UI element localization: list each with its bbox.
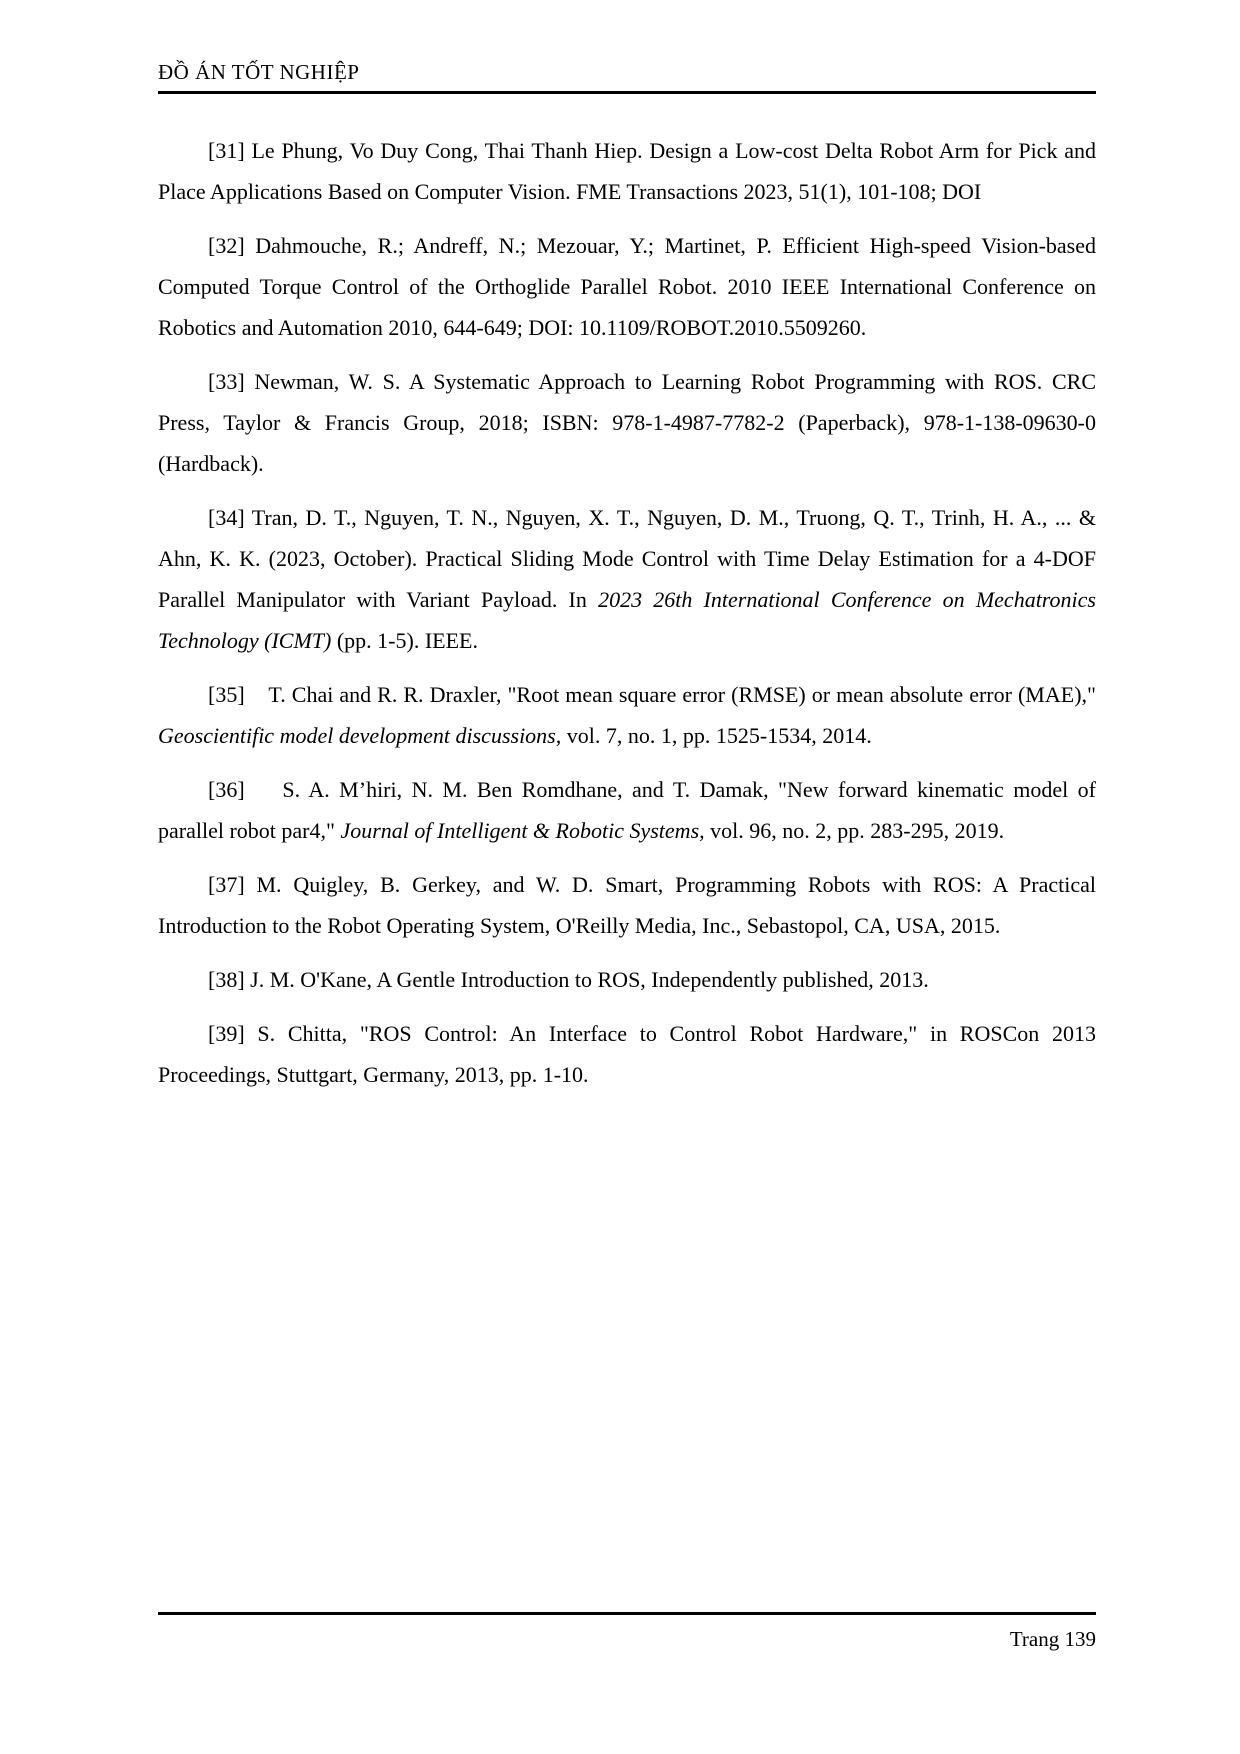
reference-item: [158, 1013, 1096, 1095]
reference-text: [39] S. Chitta, "ROS Control: An Interface to Control Robot Hardware," in ROSCon 2013 Proceedings, Stuttgart, Germany, 2013, pp. 1-10.: [158, 1021, 1096, 1087]
reference-text: [32] Dahmouche, R.; Andreff, N.; Mezouar, Y.; Martinet, P. Efficient High-speed Vision-based Computed Torque Control of the Orthoglide Parallel Robot. 2010 IEEE International Conference on Robotics and Automation 2010, 644-649; DOI: 10.1109/ROBOT.2010.5509260.: [158, 233, 1096, 340]
reference-text: (pp. 1-5). IEEE.: [331, 628, 478, 653]
reference-text-italic: 2023 26th International Conference on Mechatronics Technology (ICMT): [158, 587, 1096, 653]
reference-item: [158, 130, 1096, 212]
reference-text: [34] Tran, D. T., Nguyen, T. N., Nguyen, X. T., Nguyen, D. M., Truong, Q. T., Trinh, H. A., ... & Ahn, K. K. (2023, October). Practical Sliding Mode Control with Time Delay Estimation for a 4-DOF Parallel Manipulator with Variant Payload. In: [158, 505, 1096, 612]
reference-item: [158, 674, 1096, 756]
reference-text: [35] T. Chai and R. R. Draxler, "Root mean square error (RMSE) or mean absolute error (MAE),": [208, 682, 1096, 707]
references-list: [158, 130, 1096, 1108]
reference-item: [158, 225, 1096, 348]
header-title: ĐỒ ÁN TỐT NGHIỆP: [158, 60, 360, 84]
reference-text: vol. 7, no. 1, pp. 1525-1534, 2014.: [561, 723, 872, 748]
page-footer: [158, 1612, 1096, 1652]
reference-item: [158, 959, 1096, 1000]
reference-text-italic: Geoscientific model development discussions,: [158, 723, 562, 748]
reference-item: [158, 769, 1096, 851]
reference-text: [37] M. Quigley, B. Gerkey, and W. D. Smart, Programming Robots with ROS: A Practical Introduction to the Robot Operating System, O'Reilly Media, Inc., Sebastopol, CA, USA, 2015.: [158, 872, 1096, 938]
reference-text: [31] Le Phung, Vo Duy Cong, Thai Thanh Hiep. Design a Low-cost Delta Robot Arm for Pick and Place Applications Based on Computer Vision. FME Transactions 2023, 51(1), 101-108; DOI: [158, 138, 1096, 204]
reference-text-italic: Journal of Intelligent & Robotic Systems,: [340, 818, 705, 843]
reference-item: [158, 497, 1096, 661]
reference-item: [158, 361, 1096, 484]
page-header: [158, 60, 1096, 94]
reference-text: [38] J. M. O'Kane, A Gentle Introduction to ROS, Independently published, 2013.: [208, 967, 929, 992]
reference-text: vol. 96, no. 2, pp. 283-295, 2019.: [704, 818, 1005, 843]
page-number-label: Trang 139: [1009, 1627, 1096, 1651]
reference-text: [36] S. A. M’hiri, N. M. Ben Romdhane, and T. Damak, "New forward kinematic model of parallel robot par4,": [158, 777, 1096, 843]
reference-item: [158, 864, 1096, 946]
reference-text: [33] Newman, W. S. A Systematic Approach to Learning Robot Programming with ROS. CRC Press, Taylor & Francis Group, 2018; ISBN: 978-1-4987-7782-2 (Paperback), 978-1-138-09630-0 (Hardback).: [158, 369, 1096, 476]
